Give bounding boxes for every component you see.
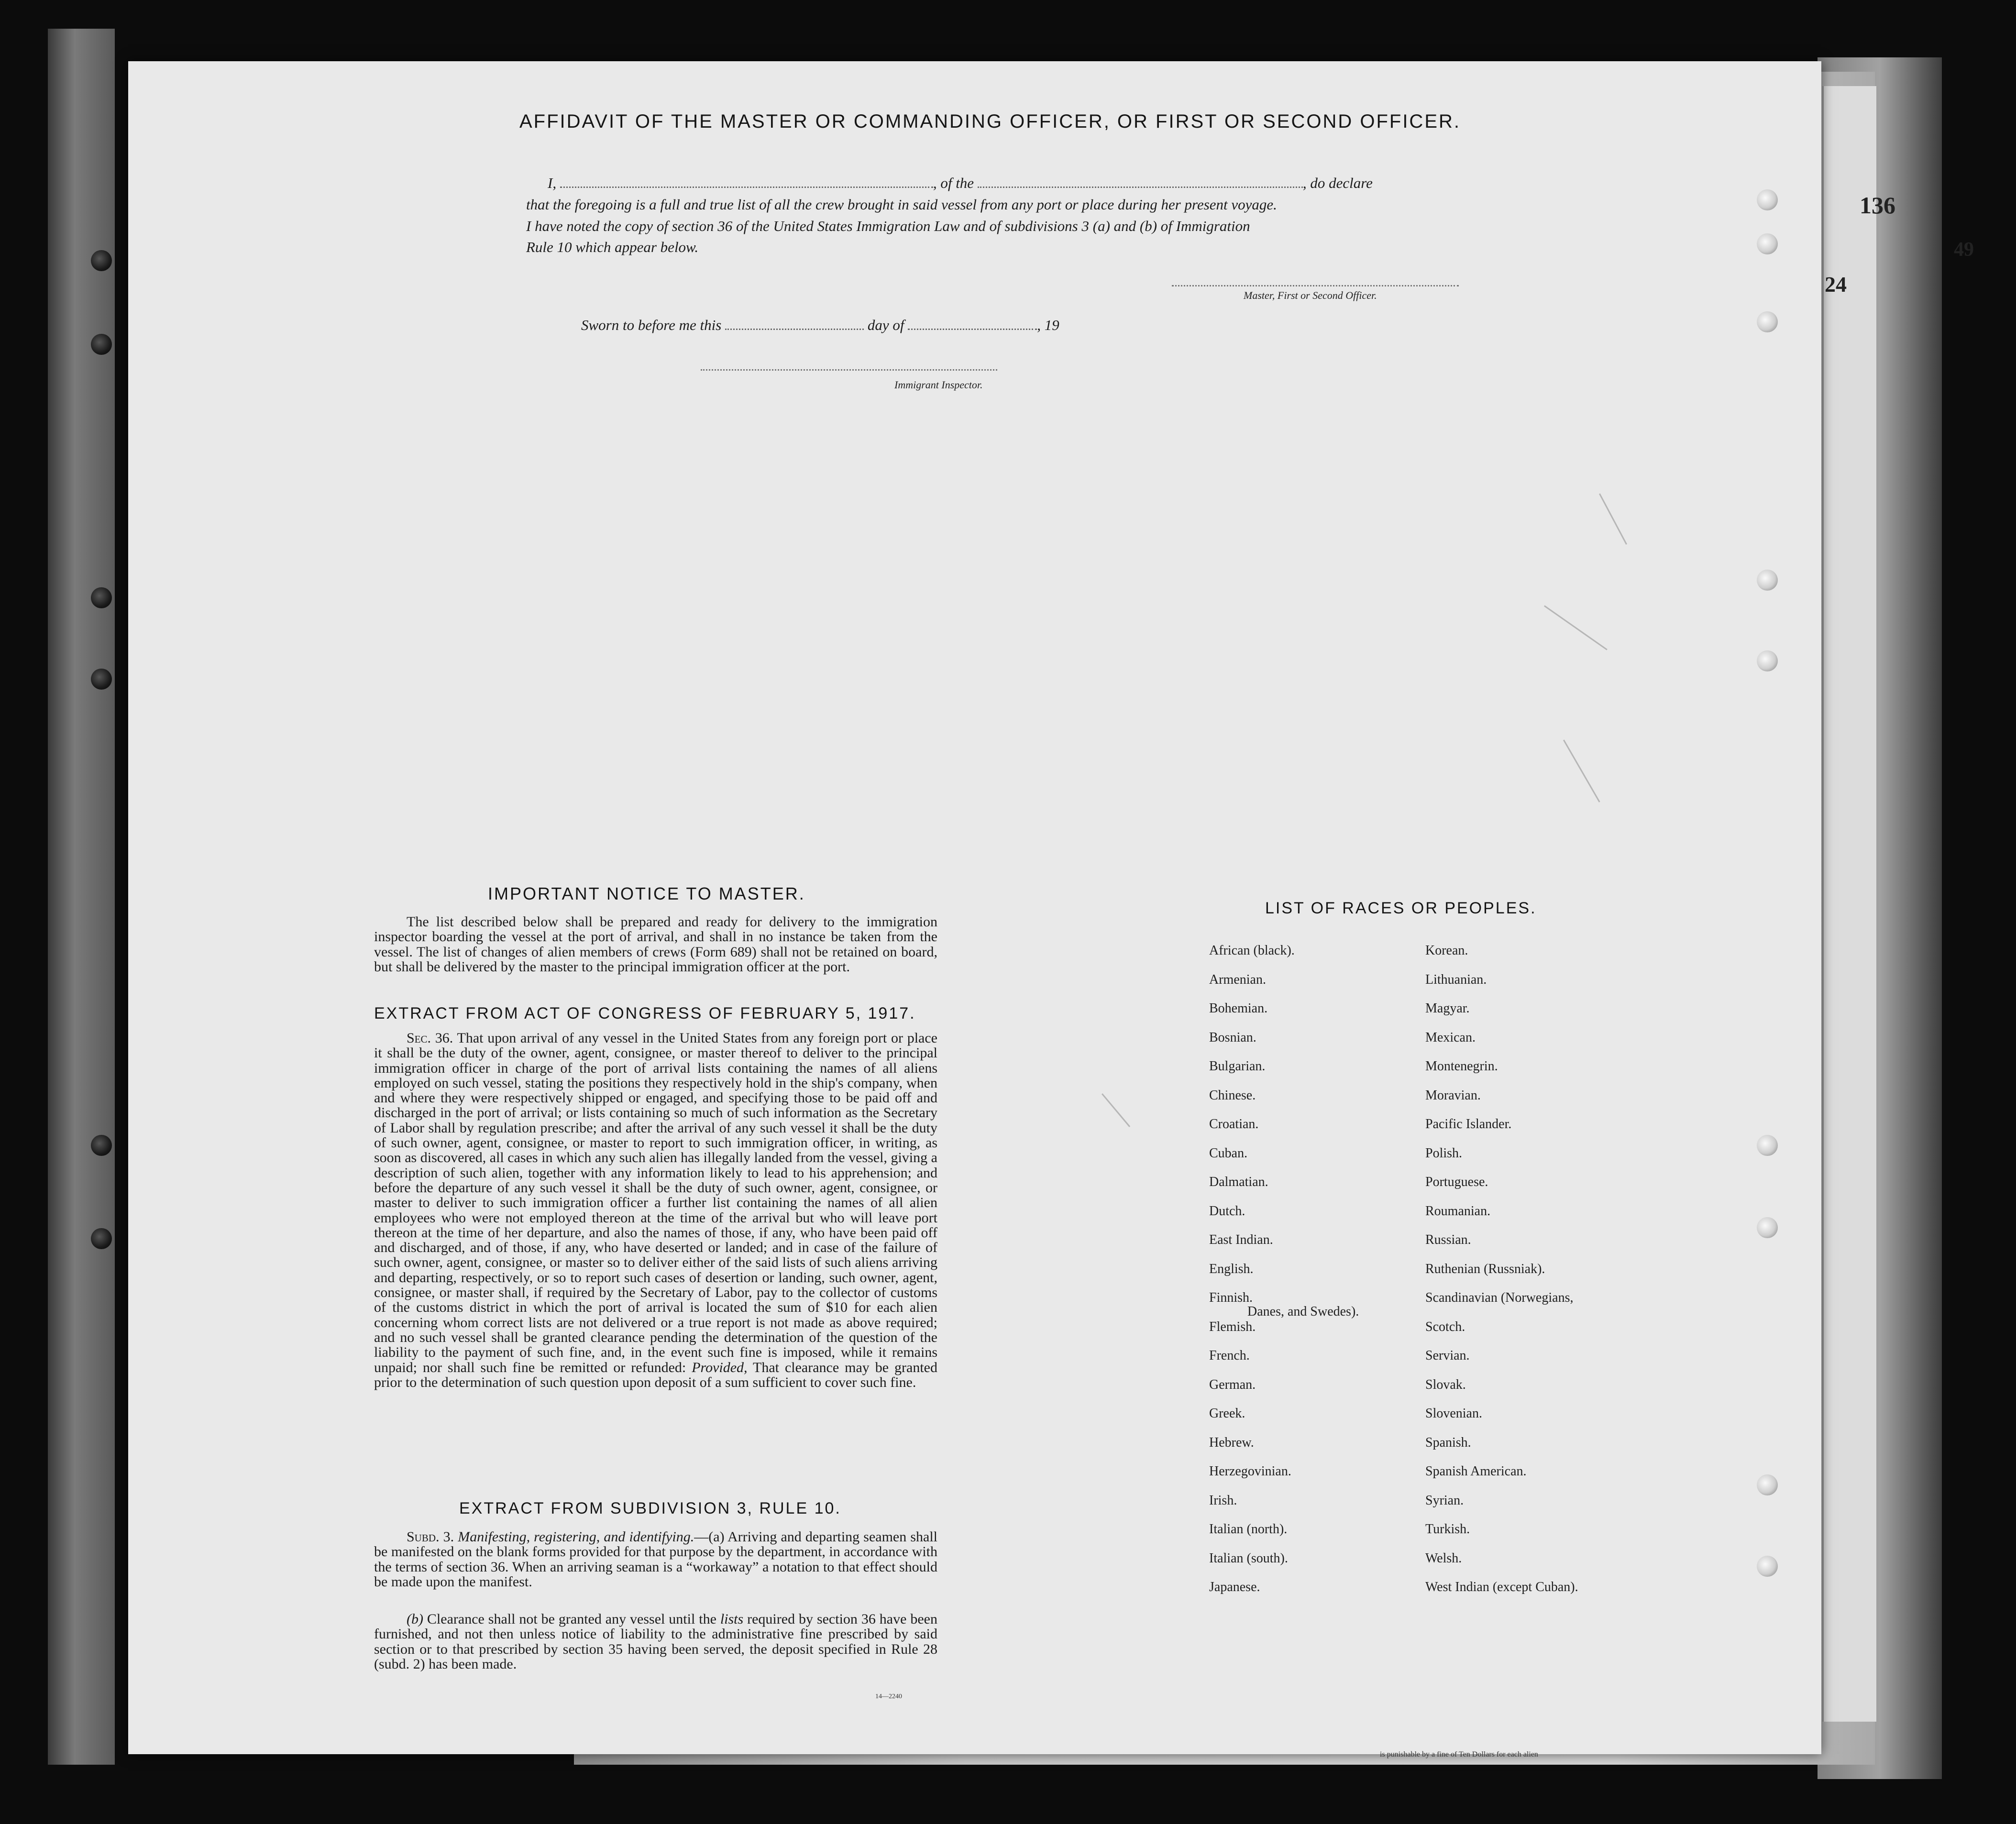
race-right-item: Magyar. [1425, 1001, 1470, 1016]
sec-label: Sec. 36. [407, 1030, 453, 1046]
punch-hole [91, 1135, 112, 1156]
affidavit-i: I, [548, 175, 557, 191]
sworn-day-of: day of [867, 317, 904, 333]
race-left-item: Armenian. [1209, 972, 1266, 987]
race-right-item: Roumanian. [1425, 1203, 1491, 1219]
race-right-item: Polish. [1425, 1145, 1463, 1161]
punch-hole [1757, 1474, 1778, 1495]
para-b-lists: lists [720, 1611, 744, 1627]
race-right-item: Slovak. [1425, 1377, 1466, 1392]
pencil-mark [1599, 494, 1627, 545]
race-right-item: Slovenian. [1425, 1406, 1482, 1421]
notice-title: IMPORTANT NOTICE TO MASTER. [488, 884, 805, 903]
vessel-blank [978, 175, 1303, 188]
notice-text: The list described below shall be prepared and ready for delivery to the immigration inspector boarding the vessel at the port of arrival, and shall in no instance be taken from the vessel. The list of changes of alien members of crews (Form 689) shall not be retained on board, but shall be delivered by the master to the principal immigration officer at the port. [374, 914, 937, 975]
punch-hole [91, 250, 112, 271]
punch-hole [91, 669, 112, 690]
master-signature-line [1172, 285, 1459, 286]
inspector-signature-line [701, 369, 997, 371]
race-right-item: Moravian. [1425, 1088, 1481, 1103]
race-left-item: Italian (north). [1209, 1522, 1288, 1537]
race-right-item: Mexican. [1425, 1030, 1476, 1045]
punch-hole [1757, 1135, 1778, 1156]
punch-hole [91, 587, 112, 608]
punch-hole [1757, 1556, 1778, 1577]
rule-extract-title: EXTRACT FROM SUBDIVISION 3, RULE 10. [459, 1499, 841, 1517]
punch-hole [1757, 233, 1778, 254]
race-right-item: Syrian. [1425, 1493, 1464, 1508]
punch-hole [91, 1228, 112, 1249]
punch-hole [1757, 189, 1778, 210]
race-left-item: Bohemian. [1209, 1001, 1268, 1016]
race-left-item: Irish. [1209, 1493, 1237, 1508]
day-blank [725, 317, 864, 330]
race-left-item: Greek. [1209, 1406, 1245, 1421]
affidavit-line-2: that the foregoing is a full and true list of all the crew brought in said vessel from any port or place during her present voyage. [526, 196, 1277, 213]
name-blank [560, 175, 933, 188]
race-right-item: Turkish. [1425, 1522, 1470, 1537]
race-left-item: French. [1209, 1348, 1250, 1363]
punch-hole [1757, 311, 1778, 332]
race-right-item: Portuguese. [1425, 1175, 1488, 1189]
form-number: 14—2240 [875, 1693, 902, 1700]
race-right-item: West Indian (except Cuban). [1425, 1580, 1578, 1594]
race-left-item: Dalmatian. [1209, 1175, 1268, 1189]
race-right-item: Welsh. [1425, 1550, 1462, 1566]
subd-label: Subd. 3. [407, 1529, 454, 1545]
margin-number-136: 136 [1860, 192, 1895, 219]
para-b-label: (b) [407, 1611, 423, 1627]
race-left-item: Italian (south). [1209, 1550, 1288, 1566]
race-left-item: German. [1209, 1377, 1256, 1392]
month-blank [908, 317, 1037, 330]
race-left-item: Bosnian. [1209, 1030, 1256, 1045]
race-right-item: Scandinavian (Norwegians, [1425, 1290, 1574, 1305]
punch-hole [91, 334, 112, 355]
pencil-mark [1563, 740, 1600, 802]
race-right-item: Danes, and Swedes). [1247, 1304, 1359, 1319]
para-b-text-2: required by section 36 have been furnished, and not then unless notice of liability to the administrative fine prescribed by said section or to that prescribed by section 35 having been served, the deposit specified in Rule 28 (subd. 2) has been made. [374, 1611, 937, 1672]
race-left-item: African (black). [1209, 943, 1295, 958]
act-extract-text [374, 1031, 937, 1390]
race-right-item: Spanish American. [1425, 1464, 1527, 1479]
back-sheet-edge [1822, 86, 1876, 1722]
affidavit-title: AFFIDAVIT OF THE MASTER OR COMMANDING OFFICER, OR FIRST OR SECOND OFFICER. [519, 111, 1461, 132]
punch-hole [1757, 650, 1778, 671]
punch-hole [1757, 1217, 1778, 1238]
race-right-item: Spanish. [1425, 1435, 1471, 1450]
race-right-item: Scotch. [1425, 1319, 1465, 1334]
sworn-year: , 19 [1037, 317, 1059, 333]
sworn-line [581, 317, 1059, 334]
punch-hole [1757, 570, 1778, 591]
race-right-item: Montenegrin. [1425, 1059, 1498, 1074]
inspector-caption: Immigrant Inspector. [894, 379, 983, 391]
pencil-mark [1544, 605, 1608, 650]
races-list-title: LIST OF RACES OR PEOPLES. [1265, 899, 1537, 917]
race-left-item: Cuban. [1209, 1145, 1248, 1161]
master-caption: Master, First or Second Officer. [1244, 289, 1377, 301]
subd-heading: Manifesting, registering, and identifying. [458, 1529, 694, 1545]
race-right-item: Servian. [1425, 1348, 1470, 1363]
race-left-item: East Indian. [1209, 1232, 1273, 1247]
race-left-item: Chinese. [1209, 1088, 1256, 1103]
rule-extract-a [374, 1529, 937, 1589]
race-left-item: Japanese. [1209, 1580, 1260, 1594]
race-right-item: Korean. [1425, 943, 1468, 958]
affidavit-line-1 [548, 175, 1373, 192]
race-left-item: English. [1209, 1261, 1254, 1276]
act-extract-title: EXTRACT FROM ACT OF CONGRESS OF FEBRUARY 5, 1917. [374, 1004, 916, 1022]
sec-36-text: That upon arrival of any vessel in the United States from any foreign port or place it shall be the duty of the owner, agent, consignee, or master thereof to deliver to the principal immigration officer in charge of the port of arrival lists containing the names of all aliens employed on such vessel, stating the positions they respectively hold in the ship's company, when and where they were respectively shipped or engaged, and specifying those to be paid off and discharged in the port of arrival; or lists containing so much of such information as the Secretary of Labor shall by regulation prescribe; and after the arrival of any such vessel it shall be the duty of such owner, agent, consignee, or master to report to such immigration officer, in writing, as soon as discovered, all cases in which any such alien has illegally landed from the vessel, giving a description of such alien, together with any information likely to lead to his apprehension; and before the departure of any such vessel it shall be the duty of such owner, agent, consignee, or master to deliver to such immigration officer a further list containing the names of all alien employees who were not employed thereon at the time of the arrival but who will leave port thereon at the time of her departure, and also the names of those, if any, who have been paid off and discharged, and of those, if any, who have deserted or landed; and in case of the failure of such owner, agent, consignee, or master so to deliver either of the said lists of such aliens arriving and departing, respectively, or so to report such cases of desertion or landing, such owner, agent, consignee, or master shall, if required by the Secretary of Labor, pay to the collector of customs of the customs district in which the port of arrival is located the sum of $10 for each alien concerning whom correct lists are not delivered or a true report is not made as above required; and no such vessel shall be granted clearance pending the determination of the question of the liability to the payment of such fine, and, in the event such fine is imposed, while it remains unpaid; nor shall such fine be remitted or refunded: [374, 1030, 937, 1375]
affidavit-do-declare: , do declare [1302, 175, 1373, 191]
race-left-item: Finnish. [1209, 1290, 1253, 1305]
race-left-item: Herzegovinian. [1209, 1464, 1291, 1479]
race-right-item: Pacific Islander. [1425, 1117, 1512, 1132]
race-right-item: Lithuanian. [1425, 972, 1487, 987]
manifest-page [128, 61, 1821, 1754]
sec-36-text-end: That clearance may be granted prior to the determination of such question upon deposit of a sum sufficient to cover such fine. [374, 1359, 937, 1390]
race-left-item: Flemish. [1209, 1319, 1256, 1334]
race-right-item: Russian. [1425, 1232, 1471, 1247]
affidavit-line-4: Rule 10 which appear below. [526, 239, 699, 255]
race-left-item: Bulgarian. [1209, 1059, 1266, 1074]
margin-number-24: 24 [1825, 272, 1847, 297]
race-left-item: Hebrew. [1209, 1435, 1254, 1450]
rule-extract-b [374, 1612, 937, 1671]
race-left-item: Dutch. [1209, 1203, 1245, 1219]
margin-number-49: 49 [1954, 239, 1974, 261]
sworn-text: Sworn to before me this [581, 317, 722, 333]
pencil-mark [1102, 1093, 1130, 1127]
race-left-item: Croatian. [1209, 1117, 1259, 1132]
race-right-item: Ruthenian (Russniak). [1425, 1261, 1545, 1276]
affidavit-of-the: , of the [933, 175, 974, 191]
bottom-note: is punishable by a fine of Ten Dollars for each alien [1380, 1750, 1538, 1758]
subd-para-a: —(a) Arriving and departing seamen shall be manifested on the blank forms provided for that purpose by the department, in accordance with the terms of section 36. When an arriving seaman is a “workaway” a notation to that effect should be made upon the manifest. [374, 1529, 937, 1590]
para-b-text-1: Clearance shall not be granted any vessel until the [427, 1611, 716, 1627]
affidavit-line-3: I have noted the copy of section 36 of the United States Immigration Law and of subdivisions 3 (a) and (b) of Immigration [526, 218, 1250, 234]
provided-word: Provided, [692, 1359, 748, 1375]
binder-edge [48, 29, 115, 1765]
